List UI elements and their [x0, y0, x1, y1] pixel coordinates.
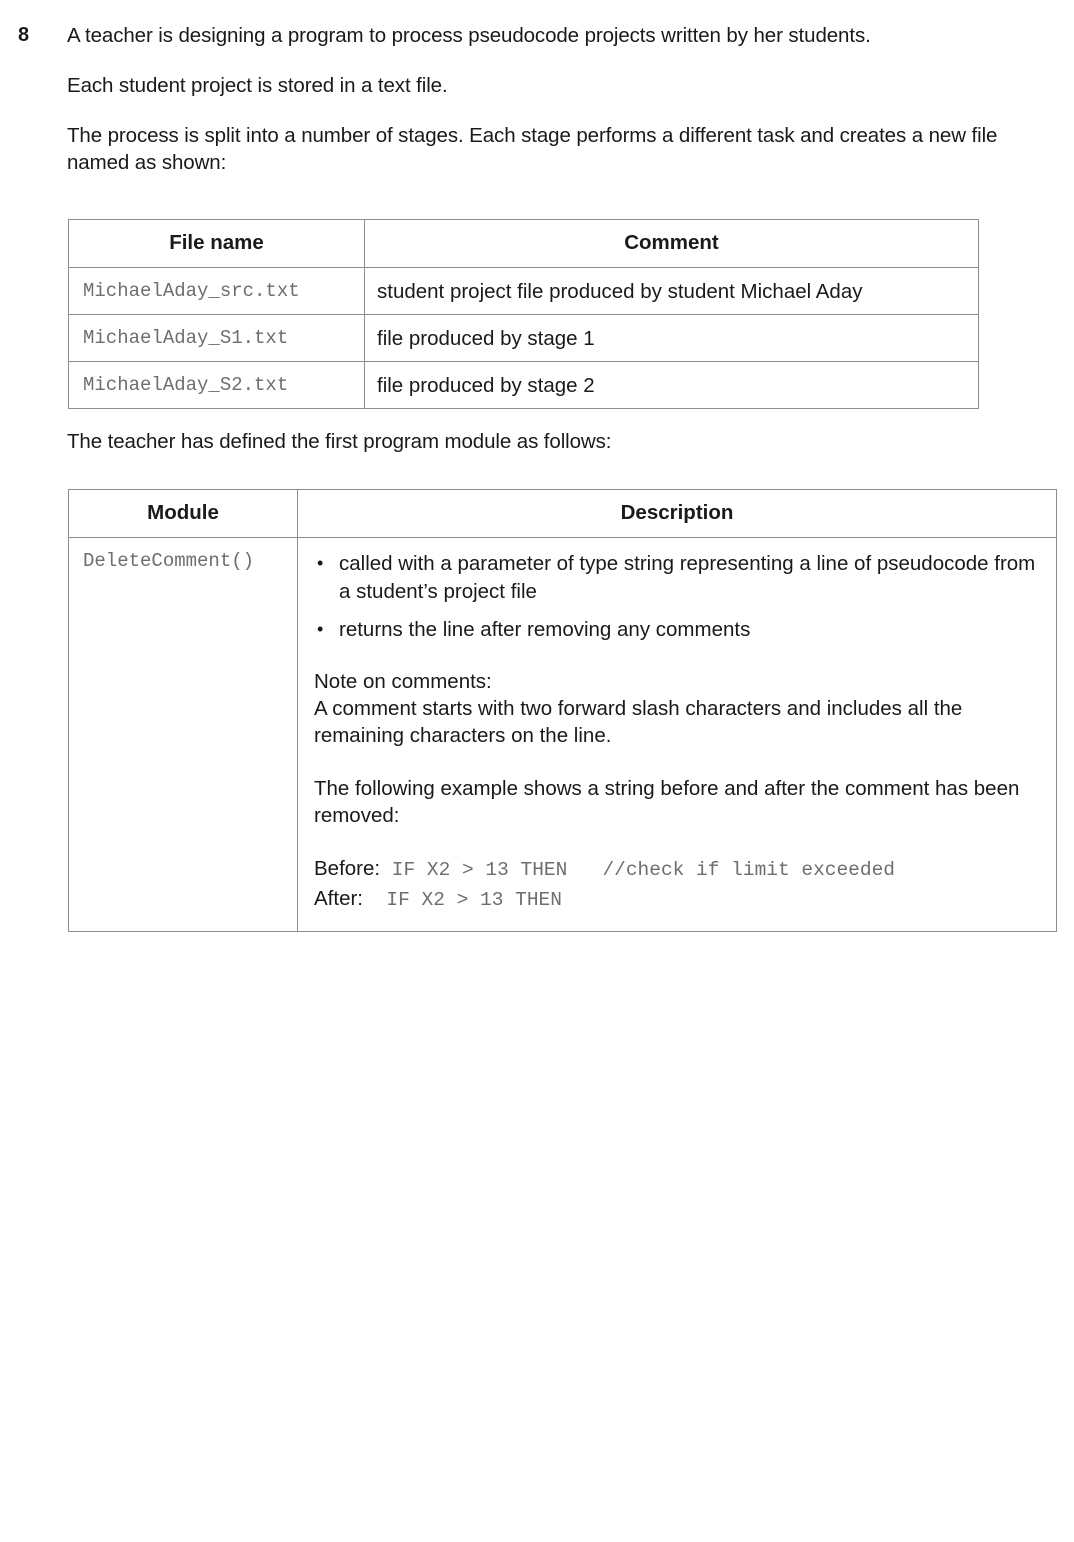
note-text: A comment starts with two forward slash characters and includes all the remaining characters on the line.	[314, 697, 963, 747]
question-body	[67, 22, 1057, 176]
column-header-file-name	[69, 220, 365, 268]
file-name-cell	[69, 315, 365, 362]
table-row	[69, 315, 979, 362]
question-paragraph-1: A teacher is designing a program to process pseudocode projects written by her students.	[67, 24, 871, 47]
column-header-description-label: Description	[620, 501, 734, 524]
example-after-line	[314, 885, 1042, 915]
column-header-comment	[365, 220, 979, 268]
comment-cell	[365, 315, 979, 362]
comment-value: file produced by stage 2	[377, 373, 595, 397]
file-name-value: MichaelAday_src.txt	[83, 280, 300, 302]
example-intro-text: The following example shows a string before and after the comment has been removed:	[314, 777, 1020, 827]
module-name-value: DeleteComment()	[83, 550, 255, 572]
column-header-comment-label: Comment	[624, 231, 719, 254]
note-heading: Note on comments:	[314, 670, 492, 693]
table-row	[69, 362, 979, 409]
comment-cell	[365, 268, 979, 315]
file-name-cell	[69, 362, 365, 409]
module-table-intro: The teacher has defined the first program module as follows:	[67, 430, 612, 453]
question-paragraph-3: The process is split into a number of stages. Each stage performs a different task and creates a new file named as shown:	[67, 124, 998, 174]
column-header-file-name-label: File name	[169, 231, 264, 254]
after-label: After:	[314, 887, 363, 910]
module-table	[68, 489, 1057, 932]
table-header-row	[69, 220, 979, 268]
column-header-module-label: Module	[147, 501, 219, 524]
comment-value: student project file produced by student Michael Aday	[377, 279, 863, 303]
file-name-table-wrapper	[68, 219, 979, 409]
before-label: Before:	[314, 857, 381, 880]
module-table-wrapper	[68, 489, 1057, 932]
example-code-block	[314, 855, 1042, 915]
note-on-comments-block	[314, 668, 1042, 749]
column-header-module	[69, 490, 298, 538]
module-description-cell	[298, 538, 1057, 932]
comment-value: file produced by stage 1	[377, 326, 595, 350]
module-name-cell	[69, 538, 298, 932]
before-code: IF X2 > 13 THEN //check if limit exceeded	[380, 859, 895, 881]
module-description-bullets	[314, 550, 1042, 644]
file-name-value: MichaelAday_S2.txt	[83, 374, 289, 396]
example-before-line	[314, 855, 1042, 885]
column-header-description	[298, 490, 1057, 538]
question-number: 8	[18, 24, 30, 46]
comment-cell	[365, 362, 979, 409]
list-item: • called with a parameter of type string representing a line of pseudocode from a student’s project file	[314, 550, 1042, 606]
after-code: IF X2 > 13 THEN	[363, 889, 562, 911]
table-row	[69, 268, 979, 315]
table-row	[69, 538, 1057, 932]
module-table-intro-wrapper	[67, 428, 1057, 455]
question-paragraph-2: Each student project is stored in a text file.	[67, 74, 448, 97]
table-header-row	[69, 490, 1057, 538]
file-name-cell	[69, 268, 365, 315]
file-name-table	[68, 219, 979, 409]
list-item: • returns the line after removing any comments	[314, 616, 1042, 644]
file-name-value: MichaelAday_S1.txt	[83, 327, 289, 349]
